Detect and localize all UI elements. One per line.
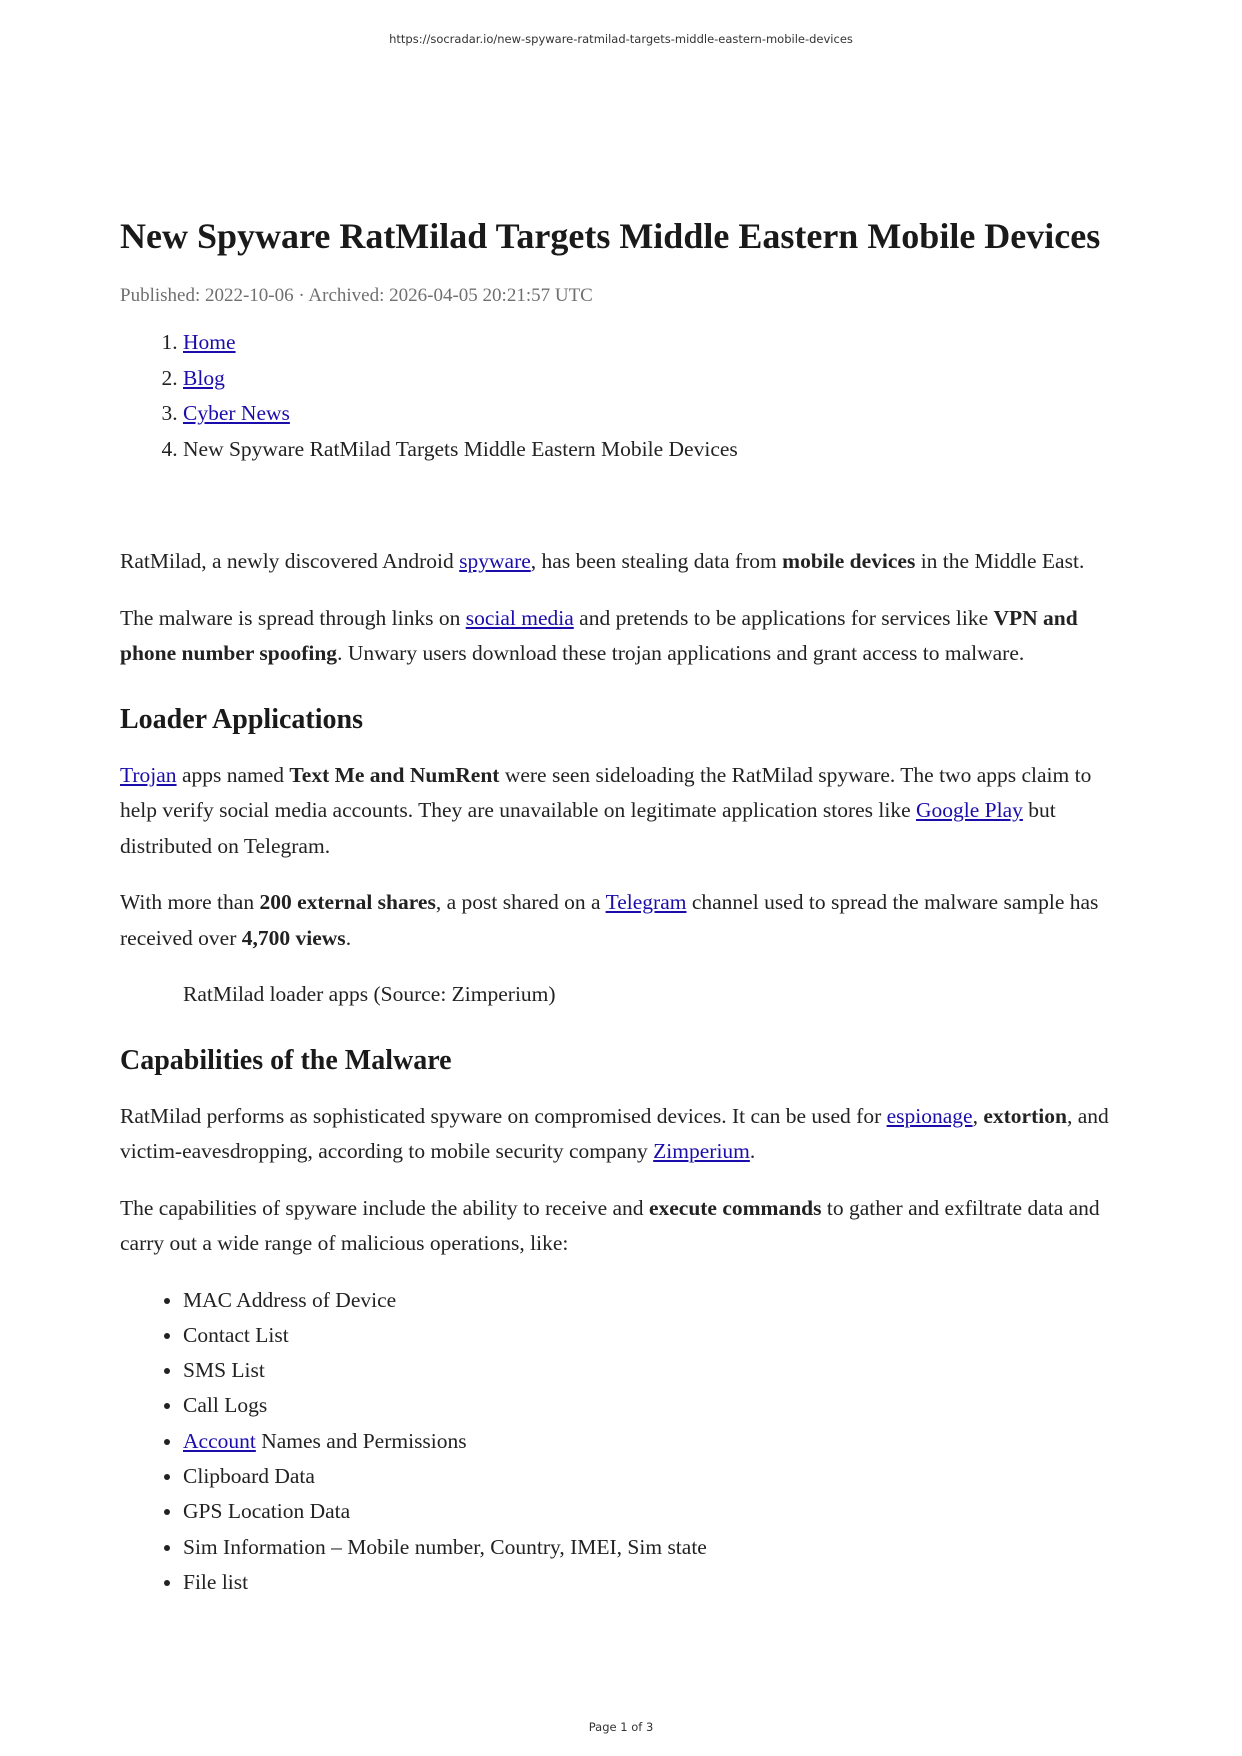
list-item: • Call Logs (183, 1388, 1130, 1423)
text: , has been stealing data from (530, 549, 783, 573)
text: RatMilad performs as sophisticated spyware on compromised devices. It can be used for (120, 1103, 887, 1128)
text: channel used to spread the malware sample has received over (120, 890, 1099, 950)
breadcrumb-link-home[interactable]: Home (183, 330, 236, 354)
text: and pretends to be applications for services like (573, 605, 994, 630)
paragraph-spread (120, 601, 1130, 672)
paragraph-intro (120, 544, 1130, 580)
text: , (972, 1103, 984, 1128)
breadcrumb-item-home (183, 325, 1130, 361)
paragraph-trojan-apps (120, 758, 1130, 865)
text: apps named (176, 762, 290, 787)
list-item (183, 1424, 1130, 1459)
list-item: • SMS List (183, 1353, 1130, 1388)
link-spyware[interactable]: spyware (459, 549, 531, 573)
paragraph-espionage (120, 1099, 1130, 1170)
text: were seen sideloading the RatMilad spyware. The two apps claim to help verify social media accounts. They are unavailable on legitimate application stores like (120, 762, 1092, 822)
text: , a post shared on a (435, 890, 606, 914)
list-item: • Clipboard Data (183, 1459, 1130, 1494)
link-trojan[interactable]: Trojan (120, 762, 177, 787)
breadcrumb-item-blog (183, 361, 1130, 397)
text: The capabilities of spyware include the ability to receive and (120, 1195, 649, 1220)
link-google-play[interactable]: Google Play (916, 798, 1023, 822)
bold-text: extortion (983, 1103, 1067, 1128)
breadcrumb (120, 325, 1130, 467)
bold-text: VPN and phone number spoofing (120, 605, 1078, 665)
text: RatMilad, a newly discovered Android (120, 549, 460, 573)
breadcrumb-link-cyber-news[interactable]: Cyber News (183, 401, 290, 425)
page-number: Page 1 of 3 (588, 1720, 654, 1734)
link-telegram[interactable]: Telegram (605, 890, 687, 914)
article (120, 214, 1130, 1600)
heading-capabilities: Capabilities of the Malware (120, 1044, 452, 1076)
text: Names and Permissions (261, 1428, 467, 1453)
link-zimperium[interactable]: Zimperium (653, 1139, 750, 1163)
list-item: • File list (183, 1565, 1130, 1600)
text: to gather and exfiltrate data and carry out a wide range of malicious operations, like: (120, 1195, 1100, 1255)
text: With more than (120, 890, 260, 914)
text: but distributed on Telegram. (120, 798, 1056, 858)
text: , and victim-eavesdropping, according to mobile security company (120, 1103, 1109, 1163)
page-title: New Spyware RatMilad Targets Middle Eastern Mobile Devices (120, 216, 1101, 256)
text: The malware is spread through links on (120, 605, 466, 630)
heading-loader-applications: Loader Applications (120, 703, 363, 735)
list-item: • Sim Information – Mobile number, Country, IMEI, Sim state (183, 1530, 1130, 1565)
paragraph-telegram (120, 885, 1130, 956)
link-account[interactable]: Account (183, 1428, 256, 1453)
text: in the Middle East. (915, 549, 1085, 573)
breadcrumb-item-cyber-news (183, 396, 1130, 432)
publish-meta: Published: 2022-10-06 · Archived: 2026-04-05 20:21:57 UTC (120, 285, 593, 306)
bold-text: mobile devices (782, 549, 916, 573)
capabilities-list (120, 1283, 1130, 1601)
breadcrumb-item-current: 4. New Spyware RatMilad Targets Middle Eastern Mobile Devices (183, 432, 1130, 468)
bold-text: 200 external shares (259, 890, 436, 914)
figure-caption: RatMilad loader apps (Source: Zimperium) (183, 982, 556, 1006)
link-espionage[interactable]: espionage (886, 1103, 973, 1128)
text: . (749, 1139, 756, 1163)
breadcrumb-link-blog[interactable]: Blog (183, 365, 225, 390)
list-item: • Contact List (183, 1318, 1130, 1353)
bold-text: execute commands (648, 1195, 822, 1220)
list-item: • MAC Address of Device (183, 1283, 1130, 1318)
list-item: • GPS Location Data (183, 1494, 1130, 1529)
text: . Unwary users download these trojan applications and grant access to malware. (337, 641, 1025, 665)
source-url: https://socradar.io/new-spyware-ratmilad-targets-middle-eastern-mobile-devices (389, 32, 853, 46)
bold-text: Text Me and NumRent (289, 762, 500, 787)
link-social-media[interactable]: social media (465, 605, 574, 630)
paragraph-commands (120, 1191, 1130, 1262)
bold-text: 4,700 views (241, 925, 346, 950)
text: . (345, 925, 352, 950)
